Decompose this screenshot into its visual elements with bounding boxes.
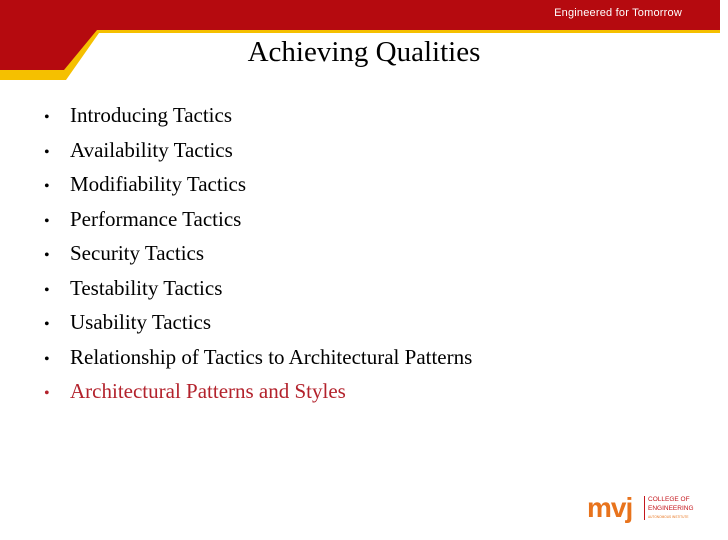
logo-divider — [644, 496, 645, 520]
bullet-item-highlighted — [44, 376, 472, 411]
bullet-item — [44, 100, 472, 135]
bullet-item — [44, 307, 472, 342]
logo-line1: COLLEGE OF — [648, 496, 690, 503]
bullet-dot-icon: • — [44, 281, 50, 299]
bullet-dot-icon: • — [44, 350, 50, 368]
bullet-item — [44, 204, 472, 239]
bullet-item — [44, 169, 472, 204]
bullet-text: Usability Tactics — [70, 310, 212, 334]
bullet-item — [44, 342, 472, 377]
bullet-dot-icon: • — [44, 178, 50, 195]
logo-line3: AUTONOMOUS INSTITUTE — [648, 515, 689, 519]
bullet-item — [44, 273, 472, 308]
bullet-dot-icon: • — [44, 143, 50, 161]
bullet-text: Availability Tactics — [70, 137, 233, 162]
bullet-dot-icon: • — [44, 316, 50, 333]
bullet-text: Introducing Tactics — [70, 103, 233, 127]
bullet-text: Performance Tactics — [70, 206, 242, 231]
bullet-dot-icon: • — [44, 109, 50, 126]
bullet-list — [44, 100, 472, 411]
college-logo — [587, 490, 694, 524]
slide-title: Achieving Qualities — [247, 36, 481, 68]
logo-line2: ENGINEERING — [648, 505, 694, 512]
bullet-text: Modifiability Tactics — [70, 172, 247, 196]
bullet-text: Testability Tactics — [70, 275, 223, 300]
bullet-item — [44, 238, 472, 273]
bullet-text: Architectural Patterns and Styles — [70, 379, 346, 403]
bullet-item — [44, 135, 472, 170]
bullet-dot-icon: • — [44, 212, 50, 230]
header-tagline: Engineered for Tomorrow — [554, 7, 682, 19]
bullet-dot-icon: • — [44, 247, 50, 264]
logo-mark: mvj — [587, 492, 633, 523]
bullet-text: Relationship of Tactics to Architectural Patterns — [70, 344, 473, 369]
bullet-dot-icon: • — [44, 385, 50, 402]
bullet-text: Security Tactics — [70, 241, 205, 265]
